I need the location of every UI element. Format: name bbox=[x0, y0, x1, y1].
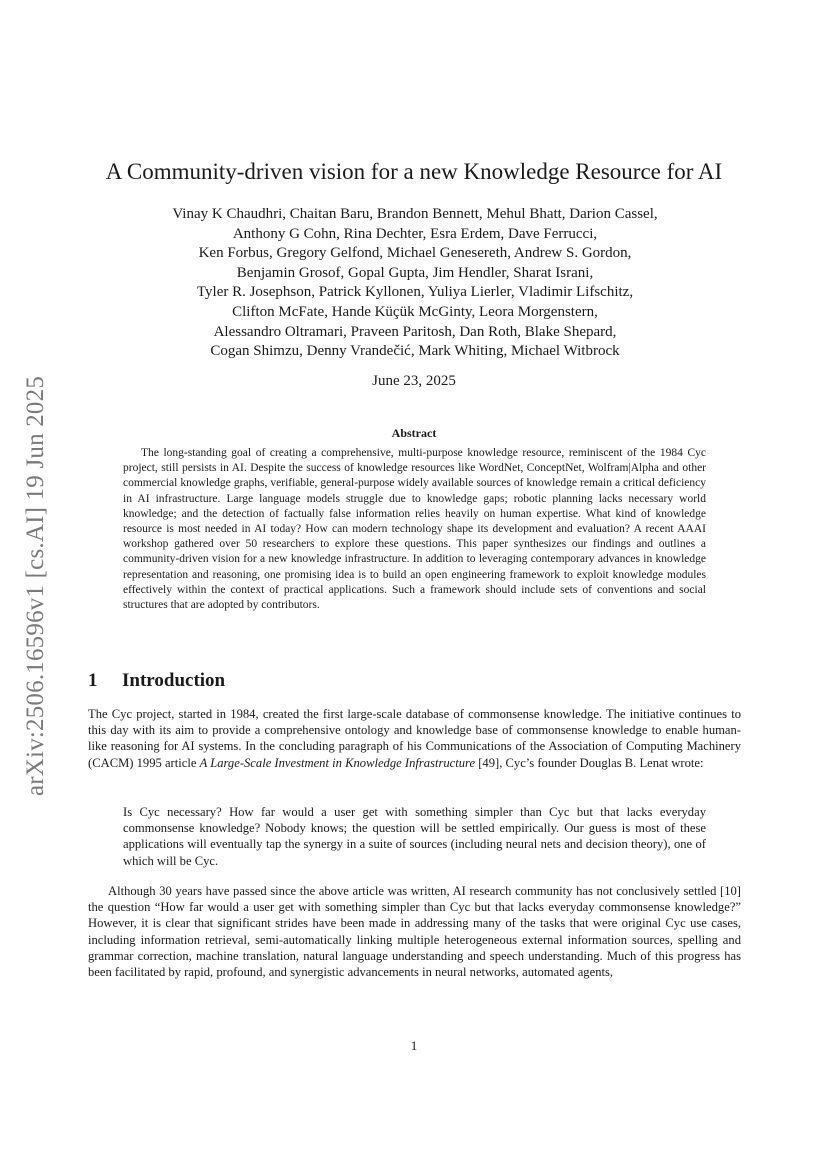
author-line: Tyler R. Josephson, Patrick Kyllonen, Yuliya Lierler, Vladimir Lifschitz, bbox=[196, 284, 634, 301]
intro-paragraph: Although 30 years have passed since the above article was written, AI research community has not conclusively settled [10] the question “How far would a user get with something simpler than Cyc but that lacks everyday commonsense knowledge?” However, it is clear that significant strides have been made in addressing many of the tasks that were original Cyc use cases, including information retrieval, semi-automatically linking multiple heterogeneous external information sources, spelling and grammar correction, machine translation, natural language understanding and speech understanding. Much of this progress has been facilitated by rapid, profound, and synergistic advancements in neural networks, automated agents, bbox=[88, 884, 741, 980]
author-line: Alessandro Oltramari, Praveen Paritosh, Dan Roth, Blake Shepard, bbox=[213, 323, 617, 340]
intro-paragraph bbox=[88, 706, 741, 771]
author-line: Benjamin Grosof, Gopal Gupta, Jim Hendler, Sharat Israni, bbox=[236, 264, 594, 281]
intro-text-end: [49], Cyc’s founder Douglas B. Lenat wrote: bbox=[475, 755, 704, 770]
publication-date: June 23, 2025 bbox=[372, 373, 456, 389]
abstract-text: The long-standing goal of creating a comprehensive, multi-purpose knowledge resource, reminiscent of the 1984 Cyc project, still persists in AI. Despite the success of knowledge resources like WordNet, ConceptNet, Wolfram|Alpha and other commercial knowledge graphs, verifiable, general-purpose widely available sources of knowledge remain a critical deficiency in AI infrastructure. Large language models struggle due to knowledge gaps; robotic planning lacks necessary world knowledge; and the detection of factually false information relies heavily on human expertise. What kind of knowledge resource is most needed in AI today? How can modern technology shape its development and evaluation? A recent AAAI workshop gathered over 50 researchers to explore these questions. This paper synthesizes our findings and outlines a community-driven vision for a new knowledge infrastructure. In addition to leveraging contemporary advances in knowledge representation and reasoning, one promising idea is to build an open engineering framework to exploit knowledge modules effectively within the context of practical applications. Such a framework should include sets of conventions and social structures that are adopted by contributors. bbox=[123, 447, 706, 612]
author-line: Clifton McFate, Hande Küçük McGinty, Leora Morgenstern, bbox=[232, 303, 598, 320]
paper-title: A Community-driven vision for a new Knowledge Resource for AI bbox=[105, 159, 723, 184]
arxiv-stamp bbox=[16, 350, 56, 822]
section-heading bbox=[88, 670, 225, 692]
author-line: Anthony G Cohn, Rina Dechter, Esra Erdem, Dave Ferrucci, bbox=[232, 225, 598, 242]
section-number: 1 bbox=[88, 670, 98, 691]
intro-text: The Cyc project, started in 1984, created the first large-scale database of commonsense knowledge. The initiative continues to this day with its aim to provide a comprehensive ontology and knowledge base of commonsense knowledge to enable human-like reasoning for AI systems. In the concluding paragraph of his Communications of the Association of Computing Machinery (CACM) 1995 article bbox=[88, 707, 741, 770]
block-quote: Is Cyc necessary? How far would a user get with something simpler than Cyc but that lacks everyday commonsense knowledge? Nobody knows; the question will be settled empirically. Our guess is most of these applications will eventually tap the synergy in a suite of sources (including neural nets and decision theory), one of which will be Cyc. bbox=[123, 805, 706, 868]
author-list bbox=[90, 205, 740, 362]
abstract-heading: Abstract bbox=[391, 426, 437, 440]
author-line: Cogan Shimzu, Denny Vrandečić, Mark Whiting, Michael Witbrock bbox=[210, 343, 620, 360]
page-number: 1 bbox=[410, 1039, 418, 1053]
section-title: Introduction bbox=[122, 670, 226, 691]
author-line: Vinay K Chaudhri, Chaitan Baru, Brandon Bennett, Mehul Bhatt, Darion Cassel, bbox=[172, 206, 658, 222]
cited-article-title: A Large-Scale Investment in Knowledge Infrastructure bbox=[199, 755, 476, 770]
arxiv-stamp-text: arXiv:2506.16596v1 [cs.AI] 19 Jun 2025 bbox=[22, 375, 49, 797]
author-line: Ken Forbus, Gregory Gelfond, Michael Genesereth, Andrew S. Gordon, bbox=[198, 245, 632, 262]
